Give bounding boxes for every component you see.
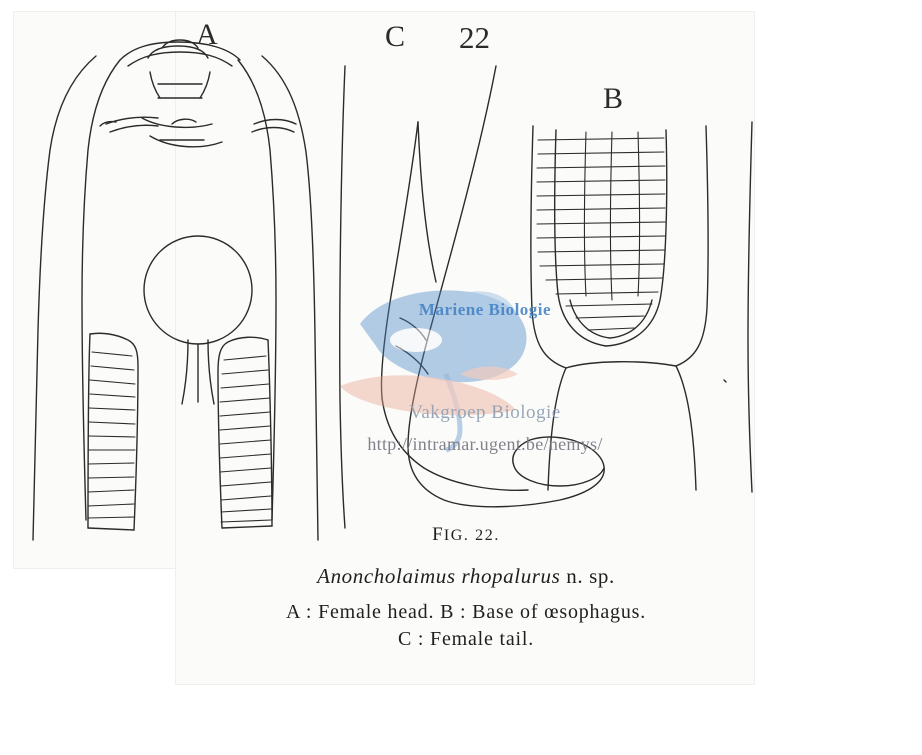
oesophagus-striations [537,138,665,330]
panel-letter-b: B [603,82,624,115]
panel-letter-a: A [196,18,219,51]
watermark-line-1: Mariene Biologie [418,300,552,319]
caption-species-name: Anoncholaimus rhopalurus [317,564,561,588]
caption-legend-line-1: A : Female head. B : Base of œsophagus. [285,601,647,623]
caption-fig-label-prefix: F [432,524,444,545]
caption-species [196,564,736,589]
panel-letter-c: C [385,20,406,53]
inner-median-lines [585,132,640,300]
watermark-url: http://intramar.ugent.be/nemys/ [367,434,603,454]
caption-species-rank: n. sp. [566,564,615,588]
figure-number: 22 [459,20,490,55]
intestine-junction [566,362,726,382]
figure-caption [196,524,736,653]
watermark-line-2: Vakgroep Biologie [409,402,561,423]
body-wall-outline [531,122,752,492]
caption-fig-label [196,524,736,546]
caption-legend-line-2: C : Female tail. [397,628,535,650]
caption-fig-label-rest: IG. 22. [443,527,500,544]
